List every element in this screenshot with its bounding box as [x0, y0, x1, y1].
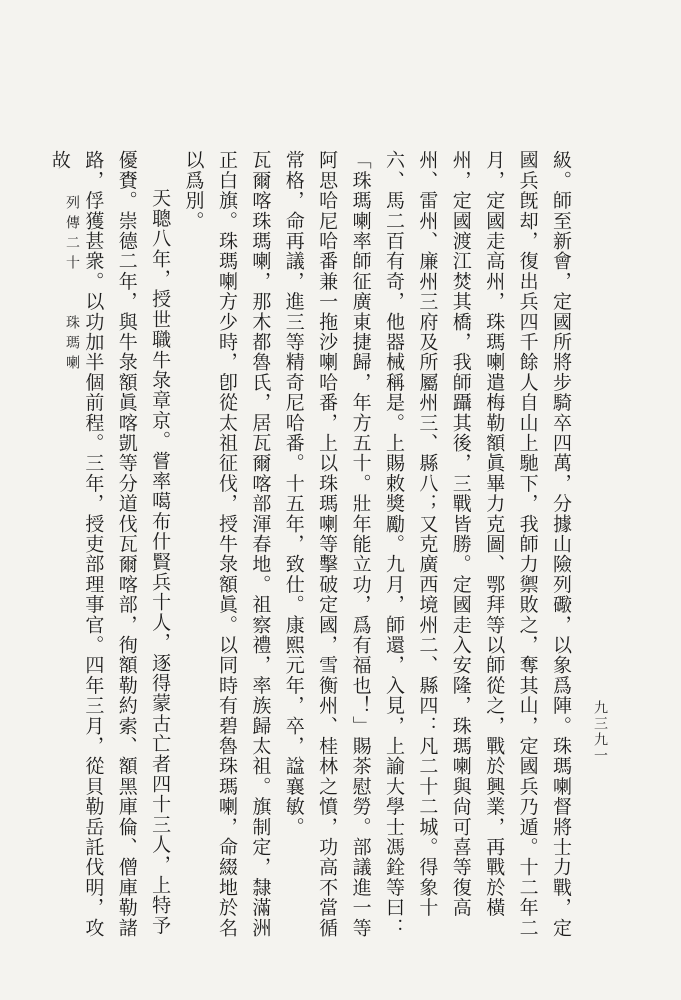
paragraph-2: 瓦爾喀珠瑪喇，那木都魯氏，居瓦爾喀部渾春地。祖察禮，率族歸太祖。旗制定，隸滿洲正白旗。珠瑪喇方少時，卽從太祖征伐，授牛彔額眞。以同時有碧魯珠瑪喇，命綴地於名以爲別。 [182, 150, 272, 938]
page-number: 九三九一 [592, 700, 608, 764]
paragraph-3: 天聰八年，授世職牛彔章京。嘗率噶布什賢兵十人，逐得蒙古亡者四十三人，上特予優賚。崇德二年，與牛彔額眞喀凱等分道伐瓦爾喀部，徇額勒約索、額黑庫倫、僧庫勒諸路，俘獲甚衆。以功加半個前程。三年，授吏部理事官。四年三月，從貝勒岳託伐明，攻故 [48, 150, 172, 938]
margin-subject: 珠瑪喇 [64, 315, 80, 375]
paragraph-1: 級。師至新會，定國所將步騎卒四萬，分據山險列礮，以象爲陣。珠瑪喇督將士力戰，定國兵旣却，復出兵四千餘人自山上馳下，我師力禦敗之，奪其山，定國兵乃遁。十二年二月，定國走高州，珠瑪喇遣梅勒額眞畢力克圖、鄂拜等以師從之，戰於興業，再戰於橫州，定國渡江焚其橋，我師躡其後，三戰皆勝。定國走入安隆，珠瑪喇與尙可喜等復高州、雷州、廉州三府及所屬州三、縣八；又克廣西境州二、縣四：凡二十二城。得象十六、馬二百有奇，他器械稱是。上賜敕獎勵。九月，師還，入見，上諭大學士馮銓等曰：「珠瑪喇率師征廣東捷歸，年方五十。壯年能立功，爲有福也！」賜茶慰勞。部議進一等阿思哈尼哈番兼一拖沙喇哈番，上以珠瑪喇等擊破定國，雪衡州、桂林之憤，功高不當循常格，命再議，進三等精奇尼哈番。十五年，致仕。康熙元年，卒，諡襄敏。 [282, 150, 572, 938]
margin-volume: 列傳二十 [64, 195, 80, 275]
